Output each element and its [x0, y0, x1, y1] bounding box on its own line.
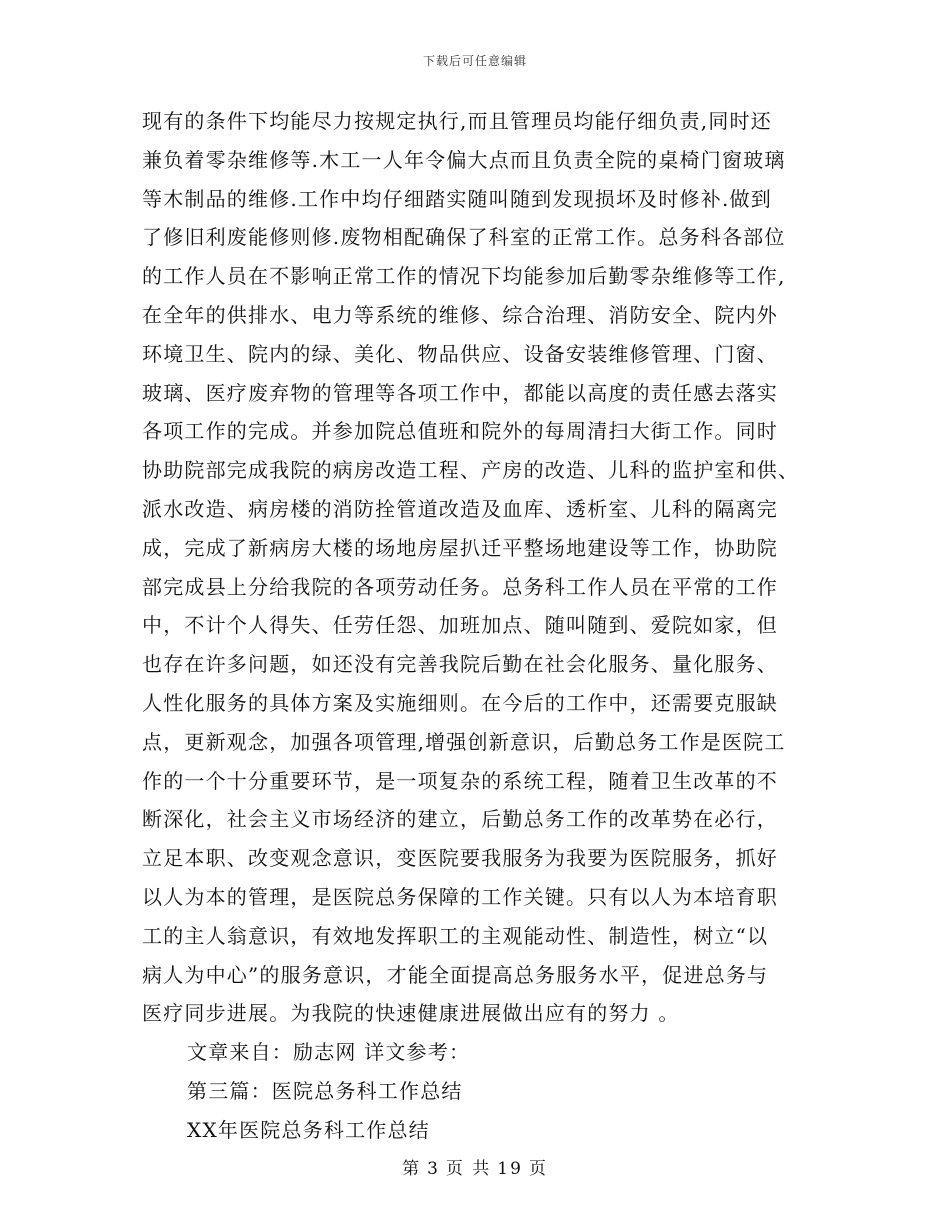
body-line: 了修旧利废能修则修.废物相配确保了科室的正常工作。总务科各部位 [142, 225, 786, 250]
body-line: 各项工作的完成。并参加院总值班和院外的每周清扫大街工作。同时 [142, 419, 778, 444]
body-line: 环境卫生、院内的绿、美化、物品供应、设备安装维修管理、门窗、 [142, 341, 778, 366]
body-line: 等木制品的维修.工作中均仔细踏实随叫随到发现损坏及时修补.做到 [142, 186, 772, 211]
current-page-number: 3 [427, 1159, 440, 1179]
body-line: 断深化，社会主义市场经济的建立，后勤总务工作的改革势在必行， [142, 807, 778, 832]
subsection-heading: XX年医院总务科工作总结 [187, 1117, 430, 1142]
body-line: 玻璃、医疗废弃物的管理等各项工作中，都能以高度的责任感去落实 [142, 380, 778, 405]
body-line: 也存在许多问题，如还没有完善我院后勤在社会化服务、量化服务、 [142, 652, 778, 677]
body-line: 兼负着零杂维修等.木工一人年令偏大点而且负责全院的桌椅门窗玻璃 [142, 147, 786, 172]
body-line: 成，完成了新病房大楼的场地房屋扒迁平整场地建设等工作，协助院 [142, 535, 778, 560]
body-line: 人性化服务的具体方案及实施细则。在今后的工作中，还需要克服缺 [142, 690, 778, 715]
body-line: 以人为本的管理，是医院总务保障的工作关键。只有以人为本培育职 [142, 884, 778, 909]
source-line: 文章来自：励志网 详文参考： [187, 1040, 471, 1065]
body-line: 立足本职、改变观念意识，变医院要我服务为我要为医院服务，抓好 [142, 846, 778, 871]
body-line: 的工作人员在不影响正常工作的情况下均能参加后勤零杂维修等工作, [142, 264, 786, 289]
page-footer [0, 1154, 950, 1179]
footer-suffix: 页 [528, 1159, 548, 1179]
body-line: 协助院部完成我院的病房改造工程、产房的改造、儿科的监护室和供、 [142, 458, 800, 483]
footer-prefix: 第 [402, 1159, 422, 1179]
body-line: 点，更新观念，加强各项管理,增强创新意识，后勤总务工作是医院工 [142, 729, 786, 754]
body-line: 医疗同步进展。为我院的快速健康进展做出应有的努力 。 [142, 1001, 680, 1026]
body-line: 在全年的供排水、电力等系统的维修、综合治理、消防安全、院内外 [142, 302, 778, 327]
body-line: 派水改造、病房楼的消防拴管道改造及血库、透析室、儿科的隔离完 [142, 496, 778, 521]
footer-middle: 页 共 [445, 1159, 492, 1179]
body-line: 作的一个十分重要环节，是一项复杂的系统工程，随着卫生改革的不 [142, 768, 778, 793]
body-line: 病人为中心”的服务意识，才能全面提高总务服务水平，促进总务与 [142, 962, 769, 987]
body-line: 部完成县上分给我院的各项劳动任务。总务科工作人员在平常的工作 [142, 574, 778, 599]
document-body [142, 102, 812, 1150]
section-heading: 第三篇：医院总务科工作总结 [187, 1078, 463, 1103]
body-line: 工的主人翁意识，有效地发挥职工的主观能动性、制造性，树立“以 [142, 923, 769, 948]
body-line: 中，不计个人得失、任劳任怨、加班加点、随叫随到、爱院如家，但 [142, 613, 778, 638]
total-page-count: 19 [497, 1159, 523, 1179]
body-line: 现有的条件下均能尽力按规定执行,而且管理员均能仔细负责,同时还 [142, 109, 772, 133]
header-note: 下载后可任意编辑 [422, 54, 527, 68]
